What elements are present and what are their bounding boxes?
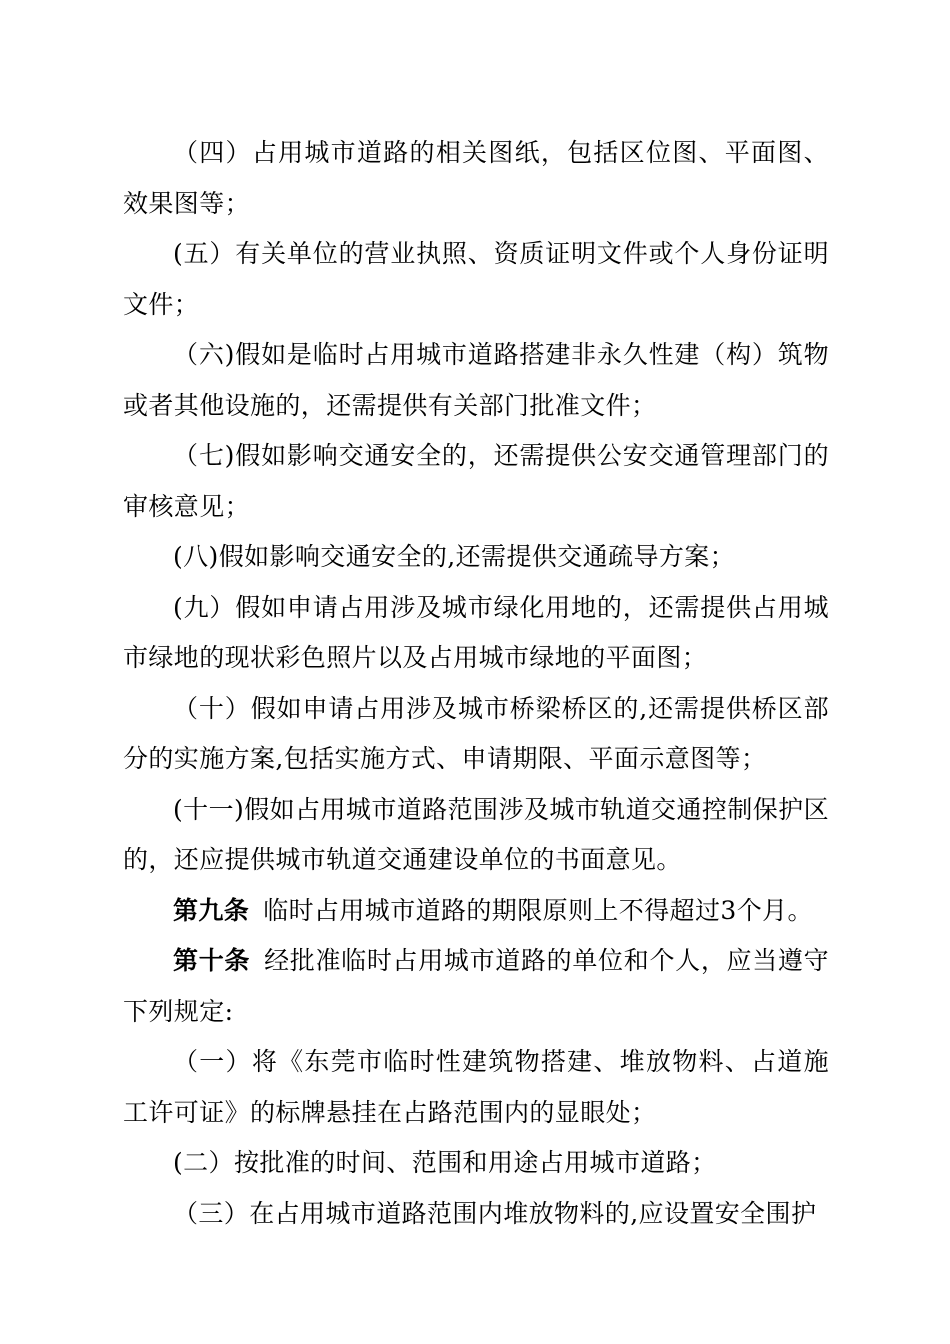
article-9 (123, 886, 829, 937)
rule-item-3 (123, 1189, 829, 1240)
paragraph-text: (十一)假如占用城市道路范围涉及城市轨道交通控制保护区的，还应提供城市轨道交通建设单位的书面意见。 (123, 794, 829, 874)
article-text: 临时占用城市道路的期限原则上不得超过3个月。 (263, 895, 813, 925)
paragraph-item-9 (123, 583, 829, 684)
paragraph-text: (五）有关单位的营业执照、资质证明文件或个人身份证明文件； (123, 239, 829, 319)
paragraph-text: (九）假如申请占用涉及城市绿化用地的，还需提供占用城市绿地的现状彩色照片以及占用城市绿地的平面图； (123, 592, 829, 672)
rule-item-1 (123, 1037, 829, 1138)
document-body (123, 128, 829, 1239)
paragraph-item-10 (123, 684, 829, 785)
article-10 (123, 936, 829, 1037)
article-number: 第九条 (173, 895, 250, 925)
paragraph-item-11 (123, 785, 829, 886)
paragraph-text: （七)假如影响交通安全的，还需提供公安交通管理部门的审核意见； (123, 441, 829, 521)
paragraph-item-7 (123, 431, 829, 532)
paragraph-item-5 (123, 229, 829, 330)
paragraph-text: （十）假如申请占用涉及城市桥梁桥区的,还需提供桥区部分的实施方案,包括实施方式、申请期限、平面示意图等； (123, 693, 829, 773)
paragraph-text: （一）将《东莞市临时性建筑物搭建、堆放物料、占道施工许可证》的标牌悬挂在占路范围内的显眼处； (123, 1047, 829, 1127)
article-number: 第十条 (173, 946, 251, 975)
paragraph-text: （六)假如是临时占用城市道路搭建非永久性建（构）筑物或者其他设施的，还需提供有关部门批准文件； (123, 340, 829, 420)
article-text: 经批准临时占用城市道路的单位和个人，应当遵守下列规定: (123, 946, 829, 1026)
paragraph-item-8 (123, 532, 829, 583)
paragraph-text: （四）占用城市道路的相关图纸，包括区位图、平面图、效果图等； (123, 138, 829, 218)
paragraph-item-4 (123, 128, 829, 229)
rule-item-2 (123, 1138, 829, 1189)
paragraph-text: (二）按批准的时间、范围和用途占用城市道路； (173, 1148, 717, 1177)
paragraph-item-6 (123, 330, 829, 431)
paragraph-text: (八)假如影响交通安全的,还需提供交通疏导方案； (173, 542, 736, 571)
paragraph-text: （三）在占用城市道路范围内堆放物料的,应设置安全围护 (173, 1198, 817, 1228)
